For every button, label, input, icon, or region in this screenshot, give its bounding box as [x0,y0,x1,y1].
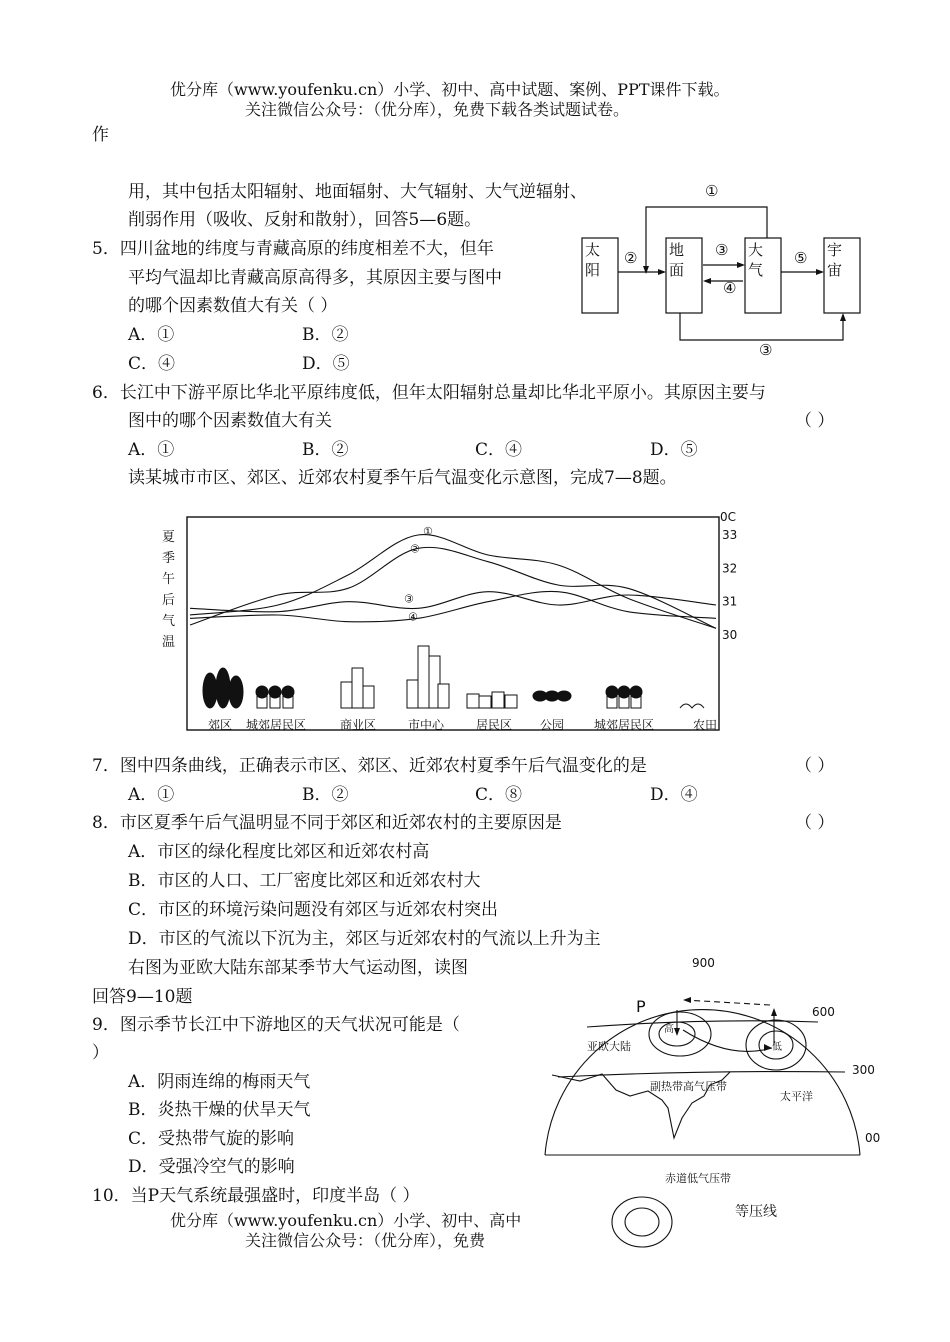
ground-char-2: 面 [669,261,685,279]
pressure-map [540,950,900,1250]
unit-label: 0C [720,510,737,524]
eurasia-label: 亚欧大陆 [587,1040,631,1053]
pacific-label: 太平洋 [780,1090,813,1103]
q7-option-b: B．② [302,785,349,805]
category-label: 农田 [692,718,718,732]
y-axis-title [162,530,175,650]
header-line-1: 优分库（www.youfenku.cn）小学、初中、高中试题、案例、PPT课件下载。 [170,80,730,99]
q8-stem: 8．市区夏季午后气温明显不同于郊区和近郊农村的主要原因是 [92,813,562,833]
building-icon [438,684,449,708]
space-char-2: 宙 [827,261,843,279]
intro-q7-8: 读某城市市区、郊区、近郊农村夏季午后气温变化示意图，完成7—8题。 [128,468,677,488]
building-icon [407,680,418,708]
label-1: ① [705,182,719,200]
building-icon [363,686,374,708]
low-label: 低 [772,1042,782,1053]
lat-30-label: 300 [852,1063,875,1077]
q7-paren: （ ） [795,756,835,776]
q6-option-c: C．④ [475,440,523,460]
category-label: 城郊居民区 [245,718,307,732]
lat-60-line [587,1021,818,1027]
high-isobar-outer [649,1012,711,1056]
q8-option-c: C．市区的环境污染问题没有郊区与近郊农村突出 [128,900,499,920]
temperature-chart [150,505,750,740]
building-icon [492,692,504,708]
q5-option-a: A．① [128,325,175,345]
tree-icon [216,668,230,708]
tree-icon [269,686,281,698]
svg-text:夏季午后气温: 夏季午后气温 [162,530,176,650]
building-icon [505,695,517,708]
q6-option-b: B．② [302,440,349,460]
q7-option-d: D．④ [650,785,698,805]
y-tick-label: 31 [722,594,738,609]
footer-line-1: 优分库（www.youfenku.cn）小学、初中、高中 [170,1211,522,1230]
q5-option-d: D．⑤ [302,354,350,374]
lat-0-label: 00 [865,1131,881,1145]
label-2: ② [624,249,638,267]
q9-option-c: C．受热带气旋的影响 [128,1129,295,1149]
series-marker-4: ④ [408,610,418,624]
atmos-char-1: 大 [748,241,764,259]
q6-stem-2: 图中的哪个因素数值大有关 [128,411,332,431]
header-line-2: 关注微信公众号：（优分库），免费下载各类试题试卷。 [245,100,630,119]
building-icon [418,646,429,708]
q9-option-a: A．阴雨连绵的梅雨天气 [128,1072,311,1092]
equatorial-low-label: 赤道低气压带 [665,1172,731,1185]
q7-stem: 7．图中四条曲线，正确表示市区、郊区、近郊农村夏季午后气温变化的是 [92,756,647,776]
field-icon [680,704,704,708]
footer-line-2: 关注微信公众号：（优分库），免费 [245,1231,486,1250]
category-label: 商业区 [339,718,377,732]
q8-option-a: A．市区的绿化程度比郊区和近郊农村高 [128,842,430,862]
tree-icon [256,686,268,698]
q10-stem: 10．当P天气系统最强盛时，印度半岛（ ） [92,1186,420,1206]
intro-q9-10-2: 回答9—10题 [92,987,193,1007]
y-tick-label: 30 [722,628,738,642]
building-icon [352,668,363,708]
tree-icon [282,686,294,698]
q8-option-b: B．市区的人口、工厂密度比郊区和近郊农村大 [128,871,481,891]
q9-stem: 9．图示季节长江中下游地区的天气状况可能是（ [92,1015,460,1035]
series-marker-3: ③ [404,592,414,606]
sun-char-2: 阳 [585,261,601,279]
lat-90-label: 900 [692,956,715,970]
q7-option-a: A．① [128,785,175,805]
q5-option-c: C．④ [128,354,176,374]
series-marker-1: ① [423,525,433,538]
legend-isobar-inner [625,1208,659,1236]
series-marker-2: ② [410,542,420,556]
series-line-1 [190,535,716,629]
q5-stem-3: 的哪个因素数值大有关（ ） [128,296,338,316]
q6-stem-1: 6．长江中下游平原比华北平原纬度低，但年太阳辐射总量却比华北平原小。其原因主要与 [92,383,766,403]
q6-option-d: D．⑤ [650,440,698,460]
tree-icon [618,686,630,698]
q6-option-a: A．① [128,440,175,460]
intro-fragment: 作 [92,125,109,145]
tree-icon [606,686,618,698]
sun-char-1: 太 [585,241,601,259]
q9-option-d: D．受强冷空气的影响 [128,1157,295,1177]
building-icon [341,682,352,708]
tree-icon [557,691,571,701]
lat-60-label: 600 [812,1005,835,1019]
y-tick-label: 33 [722,528,738,542]
q5-option-b: B．② [302,325,349,345]
building-icon [479,696,491,708]
q9-stem-end: ） [92,1043,109,1063]
atmos-char-2: 气 [748,261,764,279]
label-3-top: ③ [715,241,729,259]
label-3-bottom: ③ [759,341,773,359]
category-label: 城郊居民区 [593,718,655,732]
y-tick-label: 32 [722,561,738,576]
category-label: 居民区 [475,718,513,732]
intro-line-2: 削弱作用（吸收、反射和散射），回答5—6题。 [128,210,482,230]
legend-isobar-outer [612,1197,672,1247]
category-label: 公园 [539,718,565,732]
tree-icon [203,673,217,708]
ground-char-1: 地 [669,241,685,259]
q7-option-c: C．⑧ [475,785,523,805]
label-5: ⑤ [794,249,808,267]
radiation-diagram [575,175,875,360]
q9-option-b: B．炎热干燥的伏旱天气 [128,1100,311,1120]
category-label: 郊区 [207,718,233,732]
subtropical-high-label: 副热带高气压带 [650,1080,727,1093]
series-line-2 [190,547,716,628]
high-label: 高 [664,1024,674,1035]
label-4: ④ [723,279,737,297]
q5-stem-2: 平均气温却比青藏高原高得多，其原因主要与图中 [128,268,502,288]
isobar-legend-label: 等压线 [735,1204,777,1220]
q8-paren: （ ） [795,813,835,833]
q6-paren: （ ） [795,411,835,431]
tree-icon [229,676,243,708]
intro-q9-10-1: 右图为亚欧大陆东部某季节大气运动图，读图 [128,958,468,978]
space-char-1: 宇 [827,241,843,259]
intro-line-1: 用，其中包括太阳辐射、地面辐射、大气辐射、大气逆辐射、 [128,182,587,202]
q8-option-d: D．市区的气流以下沉为主，郊区与近郊农村的气流以上升为主 [128,929,601,949]
tree-icon [630,686,642,698]
q5-stem-1: 5．四川盆地的纬度与青藏高原的纬度相差不大，但年 [92,239,494,259]
p-label: P [636,997,646,1016]
category-label: 市中心 [407,718,445,732]
building-icon [467,694,479,708]
